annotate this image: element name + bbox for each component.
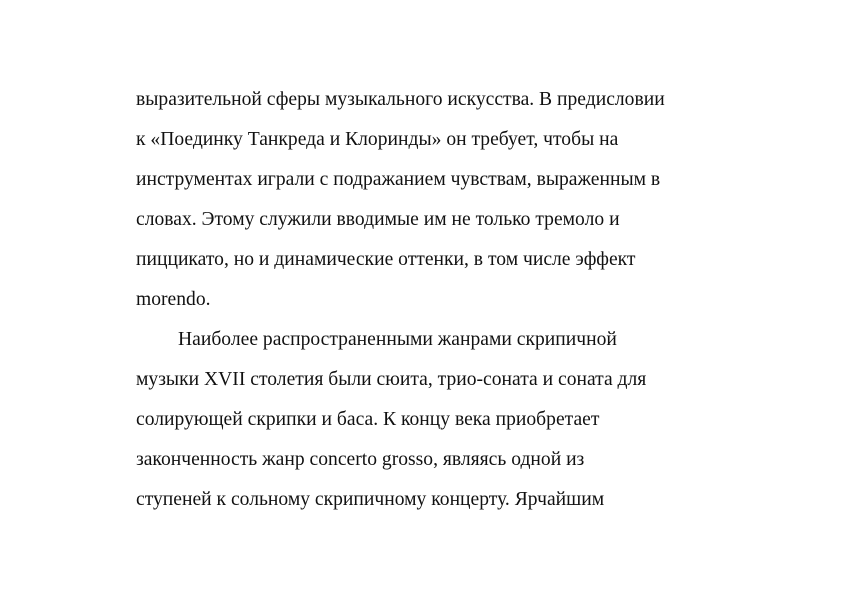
text-line-11: ступеней к сольному скрипичному концерту. Ярчайшим <box>136 489 605 510</box>
text-line-5: пиццикато, но и динамические оттенки, в том числе эффект <box>136 249 636 270</box>
text-line-6: morendo. <box>136 289 211 310</box>
text-line-1: выразительной сферы музыкального искусства. В предисловии <box>136 89 665 110</box>
text-line-8: музыки XVII столетия были сюита, трио-соната и соната для <box>136 369 647 390</box>
text-line-2: к «Поединку Танкреда и Клоринды» он требует, чтобы на <box>136 129 619 150</box>
text-line-9: солирующей скрипки и баса. К концу века приобретает <box>136 409 600 430</box>
text-line-4: словах. Этому служили вводимые им не только тремоло и <box>136 209 620 230</box>
paragraph-2-first-line: Наиболее распространенными жанрами скрипичной <box>178 329 617 350</box>
text-line-10: законченность жанр concerto grosso, являясь одной из <box>136 449 585 470</box>
text-line-3: инструментах играли с подражанием чувствам, выраженным в <box>136 169 661 190</box>
